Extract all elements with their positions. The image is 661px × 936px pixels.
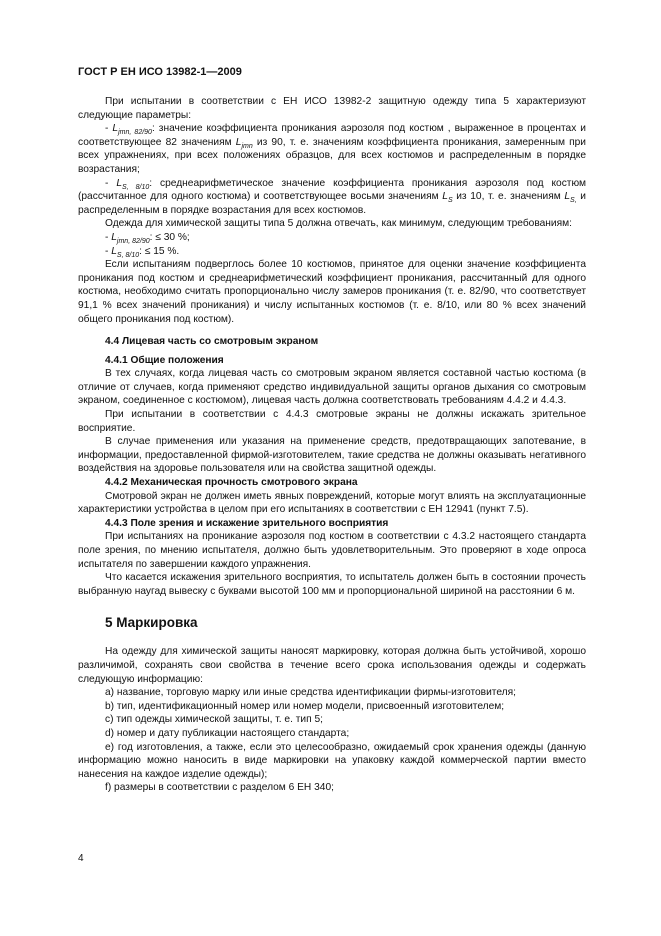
more-suits-paragraph: Если испытаниям подверглось более 10 костюмов, принятое для оценки значение коэффициента проникания под костюм и среднеарифметический коэффициент проникания, рассчитанный для одного костюма, необходимо считать пропорционально числу замеров проникания (т. е. 82/90, что соответствует 91,1 % всех значений проникания) и числу испытанных костюмов (т. е. 8/10, или 80 % всех значений общего проникания под костюм). [78,259,586,325]
param-item-2: - $L_{S, 8/10}$: среднеарифметическое значение коэффициента проникания аэрозоля под костюм (рассчитанное для одного костюма) и соответствующее восьми значениям $L_S$ из 10, т. е. значениям $L_{S,}$ и распределенным в порядке возрастания для всех костюмов. [78,177,586,216]
section-5-heading: 5 Маркировка [105,615,198,631]
section-4-4-3-heading: 4.4.3 Поле зрения и искажение зрительного восприятия [105,517,389,529]
section-4-4-1-paragraph-1: В тех случаях, когда лицевая часть со смотровым экраном является составной частью костюма (в отличие от случаев, когда применяют средство индивидуальной защиты органов дыхания со смотровым экраном, соединенное с костюмом), лицевая часть должна соответствовать требованиям 4.4.2 и 4.4.3. [78,368,586,407]
marking-item-b: b) тип, идентификационный номер или номер модели, присвоенный изготовителем; [105,700,505,712]
section-4-4-3-paragraph-2: Что касается искажения зрительного восприятия, то испытатель должен быть в состоянии прочесть выбранную наугад вывеску с буквами высотой 100 мм и пропорциональной шириной на расстоянии 6 м. [78,572,586,597]
section-4-4-1-paragraph-2: При испытании в соответствии с 4.4.3 смотровые экраны не должны искажать зрительное восприятие. [78,409,586,434]
page-number: 4 [78,853,84,864]
requirement-2: - $L_{S, 8/10}$: ≤ 15 %. [105,245,180,259]
param-item-1: - $L_{jmn, 82/90}$: значение коэффициента проникания аэрозоля под костюм , выраженное в процентах и соответствующее 82 значениям $L_{jmn}$ из 90, т. е. значениям коэффициента проникания, замеренным при всех упражнениях, при всех положениях образцов, для всех костюмов и распределенным в порядке возрастания; [78,123,586,175]
section-5-intro: На одежду для химической защиты наносят маркировку, которая должна быть устойчивой, хорошо различимой, сохранять свои свойства в течение всего срока использования одежды и содержать следующую информацию: [78,646,586,685]
section-4-4-1-heading: 4.4.1 Общие положения [105,354,224,366]
marking-item-c: c) тип одежды химической защиты, т. е. тип 5; [105,714,323,726]
section-4-4-1-paragraph-3: В случае применения или указания на применение средств, предотвращающих запотевание, в информации, предоставленной фирмой-изготовителем, такие средства не должны оказывать негативного воздействия на здоровье пользователя или на свойства защитной одежды. [78,436,586,475]
intro-paragraph: При испытании в соответствии с ЕН ИСО 13982-2 защитную одежду типа 5 характеризуют следующие параметры: [78,96,586,121]
requirements-intro: Одежда для химической защиты типа 5 должна отвечать, как минимум, следующим требованиям: [105,218,572,230]
marking-item-a: a) название, торговую марку или иные средства идентификации фирмы-изготовителя; [105,687,516,699]
section-4-4-heading: 4.4 Лицевая часть со смотровым экраном [105,336,319,348]
section-4-4-2-heading: 4.4.2 Механическая прочность смотрового экрана [105,477,358,489]
marking-item-e: e) год изготовления, а также, если это целесообразно, ожидаемый срок хранения одежды (данную информацию можно наносить в виде маркировки на упаковку каждой коммерческой партии вместо нанесения на каждое изделие одежды); [78,741,586,780]
marking-item-d: d) номер и дату публикации настоящего стандарта; [105,727,350,739]
page-content [78,95,586,795]
document-header: ГОСТ Р ЕН ИСО 13982-1—2009 [78,66,242,78]
section-4-4-2-paragraph: Смотровой экран не должен иметь явных повреждений, которые могут влиять на эксплуатационные характеристики устройства в целом при его испытаниях в соответствии с ЕН 12941 (пункт 7.5). [78,490,586,516]
requirement-1: - $L_{jmn, 82/90}$: ≤ 30 %; [105,231,190,245]
marking-item-f: f) размеры в соответствии с разделом 6 ЕН 340; [105,782,334,794]
section-4-4-3-paragraph-1: При испытаниях на проникание аэрозоля под костюм в соответствии с 4.3.2 настоящего стандарта поле зрения, по мнению испытателя, должно быть удовлетворительным. Это проверяют в ходе опроса испытателя по завершении каждого упражнения. [78,531,586,570]
